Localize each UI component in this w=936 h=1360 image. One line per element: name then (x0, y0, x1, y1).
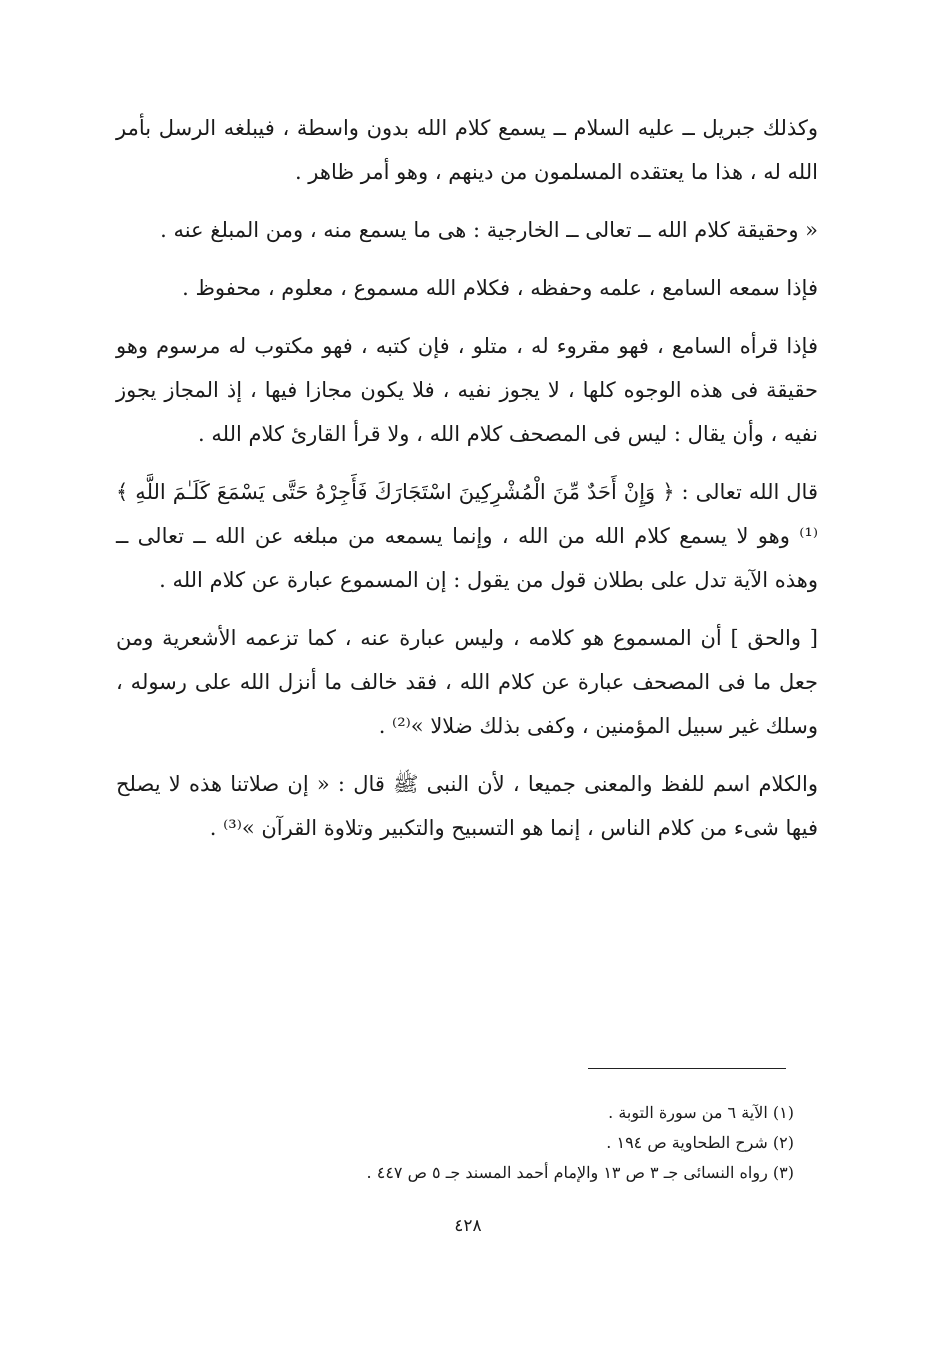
paragraph-truth: [ والحق ] أن المسموع هو كلامه ، وليس عبارة عنه ، كما تزعمه الأشعرية ومن جعل ما فى المصحف عبارة عن كلام الله ، فقد خالف ما أنزل الله على رسوله ، وسلك غير سبيل المؤمنين ، وكفى بذلك ضلالا »⁽²⁾ . (116, 626, 818, 738)
page-number: ٤٢٨ (454, 1216, 482, 1236)
footnote-separator (588, 1068, 786, 1069)
footnotes (154, 1098, 794, 1188)
paragraph-heard: فإذا سمعه السامع ، علمه وحفظه ، فكلام الله مسموع ، معلوم ، محفوظ . (182, 276, 818, 300)
paragraph-reality-of-speech: « وحقيقة كلام الله ــ تعالى ــ الخارجية : هى ما يسمع منه ، ومن المبلغ عنه . (160, 218, 818, 242)
paragraph-speech-definition: والكلام اسم للفظ والمعنى جميعا ، لأن النبى ﷺ قال : « إن صلاتنا هذه لا يصلح فيها شىء من كلام الناس ، إنما هو التسبيح والتكبير وتلاوة القرآن »⁽³⁾ . (116, 772, 818, 840)
footnote-3: (٣) رواه النسائى جـ ٣ ص ١٣ والإمام أحمد المسند جـ ٥ ص ٤٤٧ . (366, 1163, 794, 1182)
paragraph-jibril: وكذلك جبريل ــ عليه السلام ــ يسمع كلام الله بدون واسطة ، فيبلغه الرسل بأمر الله له ، هذا ما يعتقده المسلمون من دينهم ، وهو أمر ظاهر . (116, 116, 818, 184)
footnote-1: (١) الآية ٦ من سورة التوبة . (608, 1103, 794, 1122)
footnote-2: (٢) شرح الطحاوية ص ١٩٤ . (606, 1133, 794, 1152)
main-text (116, 106, 818, 850)
paragraph-quran-verse: قال الله تعالى : ﴿ وَإِنْ أَحَدٌ مِّنَ الْمُشْرِكِينَ اسْتَجَارَكَ فَأَجِرْهُ حَتَّى يَسْمَعَ كَلَـٰمَ اللَّهِ ﴾⁽¹⁾ وهو لا يسمع كلام الله من الله ، وإنما يسمعه من مبلغه عن الله ــ تعالى ــ وهذه الآية تدل على بطلان قول من يقول : إن المسموع عبارة عن كلام الله . (116, 480, 818, 592)
paragraph-recited: فإذا قرأه السامع ، فهو مقروء له ، متلو ، فإن كتبه ، فهو مكتوب له مرسوم وهو حقيقة فى هذه الوجوه كلها ، لا يجوز نفيه ، فلا يكون مجازا فيها ، إذ المجاز يجوز نفيه ، وأن يقال : ليس فى المصحف كلام الله ، ولا قرأ القارئ كلام الله . (116, 334, 818, 446)
